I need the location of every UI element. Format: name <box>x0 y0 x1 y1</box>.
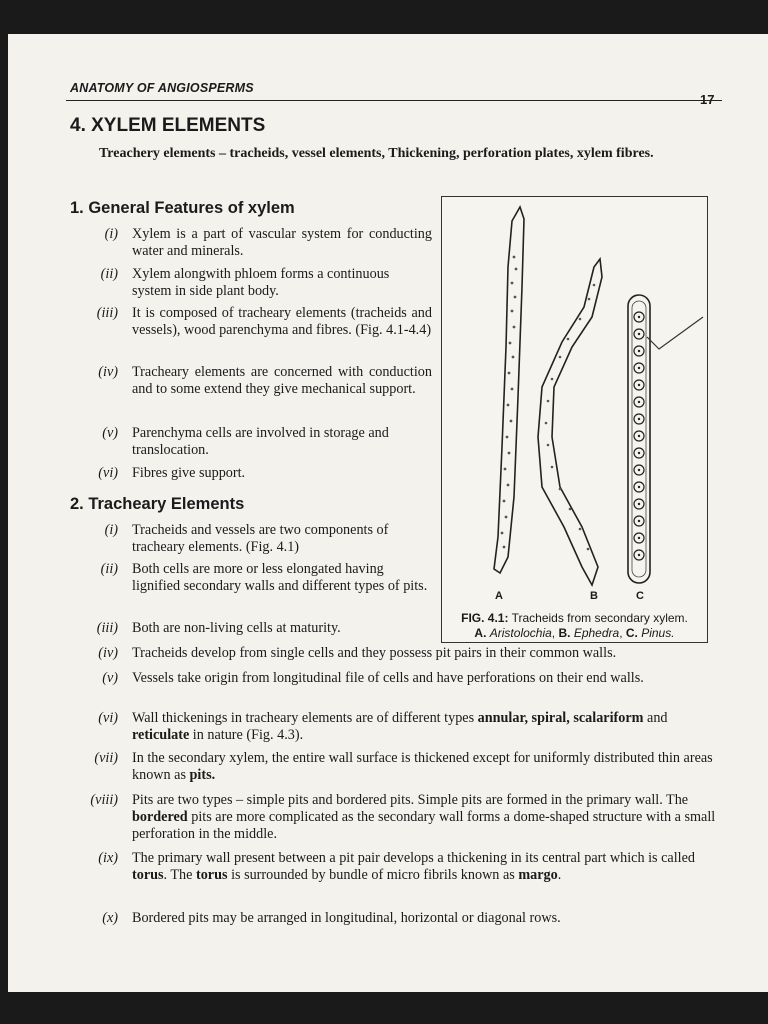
item-text: Xylem is a part of vascular system for conducting water and minerals. <box>132 226 432 259</box>
item-text: Tracheids develop from single cells and they possess pit pairs in their common walls. <box>132 645 617 661</box>
item-number: (vi) <box>98 465 118 481</box>
item-number: (viii) <box>90 792 118 808</box>
item-text: Tracheids and vessels are two components of tracheary elements. (Fig. 4.1) <box>132 522 389 555</box>
item-text: Pits are two types – simple pits and bordered pits. Simple pits are formed in the primary wall. The bordered pits are more complicated as the secondary wall forms a dome-shaped structure with a small perforation in the middle. <box>132 792 716 842</box>
item-text: Both cells are more or less elongated having lignified secondary walls and different types of pits. <box>132 561 428 594</box>
item-text: Parenchyma cells are involved in storage and translocation. <box>132 425 389 458</box>
heading-tracheary-elements: 2. Tracheary Elements <box>70 495 245 513</box>
header-rule <box>66 100 722 101</box>
item-text: The primary wall present between a pit pair develops a thickening in its central part which is called torus. The torus is surrounded by bundle of micro fibrils known as margo. <box>132 850 695 883</box>
item-text: Bordered pits may be arranged in longitudinal, horizontal or diagonal rows. <box>132 910 561 926</box>
figure-caption: FIG. 4.1: Tracheids from secondary xylem. A. Aristolochia, B. Ephedra, C. Pinus. <box>461 611 688 640</box>
item-number: (vii) <box>94 750 118 766</box>
figure-label-a: A <box>495 590 503 602</box>
item-number: (ii) <box>100 266 118 282</box>
item-text: In the secondary xylem, the entire wall surface is thickened except for uniformly distributed thin areas known as pits. <box>132 750 713 783</box>
item-number: (iv) <box>98 364 118 380</box>
tracheid-b <box>538 259 602 585</box>
pen-check-mark <box>645 315 707 355</box>
item-number: (vi) <box>98 710 118 726</box>
tracheid-illustration <box>442 197 707 609</box>
item-number: (v) <box>102 425 118 441</box>
item-number: (i) <box>104 226 118 242</box>
item-number: (i) <box>104 522 118 538</box>
intro-paragraph: Treachery elements – tracheids, vessel elements, Thickening, perforation plates, xylem fibres. <box>99 146 654 161</box>
section-title: 4. XYLEM ELEMENTS <box>70 115 266 136</box>
item-number: (iii) <box>96 620 118 636</box>
figure-label-c: C <box>636 590 644 602</box>
page-number: 17 <box>700 92 715 107</box>
chapter-header: ANATOMY OF ANGIOSPERMS <box>70 81 254 95</box>
item-number: (x) <box>102 910 118 926</box>
item-number: (iii) <box>96 305 118 321</box>
figure-4-1 <box>441 196 708 643</box>
heading-general-features: 1. General Features of xylem <box>70 199 295 217</box>
item-text: Wall thickenings in tracheary elements are of different types annular, spiral, scalariform and reticulate in nature (Fig. 4.3). <box>132 710 668 743</box>
tracheid-a <box>494 207 524 573</box>
figure-label-b: B <box>590 590 598 602</box>
item-number: (v) <box>102 670 118 686</box>
item-text: It is composed of tracheary elements (tracheids and vessels), wood parenchyma and fibres. (Fig. 4.1-4.4) <box>132 305 432 338</box>
item-number: (iv) <box>98 645 118 661</box>
item-text: Vessels take origin from longitudinal file of cells and have perforations on their end walls. <box>132 670 644 686</box>
item-text: Xylem alongwith phloem forms a continuous system in side plant body. <box>132 266 390 299</box>
item-text: Both are non-living cells at maturity. <box>132 620 341 636</box>
item-number: (ii) <box>100 561 118 577</box>
bordered-pit-centers <box>638 316 640 556</box>
item-number: (ix) <box>98 850 118 866</box>
item-text: Fibres give support. <box>132 465 246 481</box>
item-text: Tracheary elements are concerned with conduction and to some extend they give mechanical support. <box>132 364 432 397</box>
